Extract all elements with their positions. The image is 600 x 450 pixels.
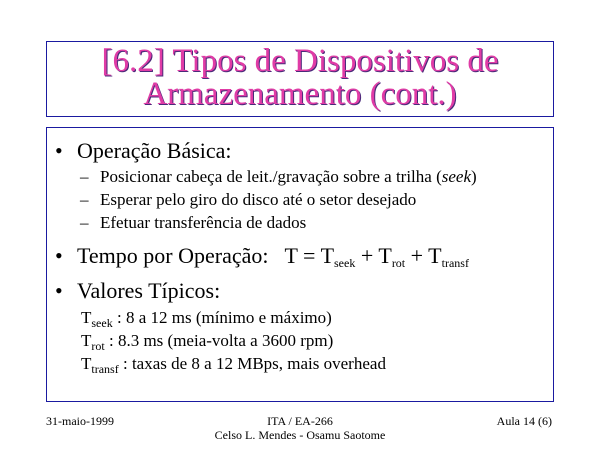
formula-ttransf: T: [428, 243, 442, 268]
value-t: T: [81, 354, 92, 373]
time-formula: [285, 243, 469, 268]
dash-icon: –: [80, 167, 89, 186]
bullet-dot-icon: •: [55, 278, 63, 303]
value-sub: seek: [91, 316, 113, 330]
sub-item-efetuar: [80, 213, 306, 233]
sub-item-text: Efetuar transferência de dados: [100, 213, 307, 232]
slide-title-line-2: Armazenamento (cont.): [143, 76, 457, 112]
bullet-operacao-basica: [55, 138, 232, 164]
sub-item-text: Esperar pelo giro do disco até o setor desejado: [100, 190, 417, 209]
bullet-dot-icon: •: [55, 138, 63, 163]
slide-title-box: [46, 41, 554, 117]
bullet-tempo-por-operacao: [55, 243, 469, 269]
formula-plus: +: [405, 243, 429, 268]
bullet-dot-icon: •: [55, 243, 63, 268]
value-trot: [81, 331, 333, 351]
dash-icon: –: [80, 190, 89, 209]
sub-item-text-post: ): [471, 167, 477, 186]
value-text: : 8.3 ms (meia-volta a 3600 rpm): [104, 331, 334, 350]
value-sub: rot: [91, 339, 105, 353]
footer-lesson: Aula 14 (6): [496, 414, 552, 428]
slide-content-box: [46, 127, 554, 402]
formula-rot-sub: rot: [391, 256, 406, 270]
formula-transf-sub: transf: [441, 256, 469, 270]
footer-center: [215, 414, 386, 442]
formula-seek-sub: seek: [334, 256, 356, 270]
footer-date: 31-maio-1999: [46, 414, 114, 428]
bullet-label: Valores Típicos:: [77, 278, 221, 303]
value-t: T: [81, 308, 92, 327]
sub-item-text-em: seek: [441, 167, 471, 186]
footer-authors: Celso L. Mendes - Osamu Saotome: [214, 428, 386, 442]
value-text: : 8 a 12 ms (mínimo e máximo): [112, 308, 332, 327]
formula-eq: =: [297, 243, 321, 268]
value-ttransf: [81, 354, 386, 374]
formula-t: T: [284, 243, 298, 268]
formula-trot: T: [378, 243, 392, 268]
formula-tseek: T: [320, 243, 335, 268]
value-text: : taxas de 8 a 12 MBps, mais overhead: [118, 354, 386, 373]
sub-item-esperar: [80, 190, 416, 210]
value-tseek: [81, 308, 332, 328]
sub-item-posicionar: [80, 167, 477, 187]
slide-title-line-1: [6.2] Tipos de Dispositivos de: [101, 43, 499, 79]
value-t: T: [81, 331, 92, 350]
sub-item-text-pre: Posicionar cabeça de leit./gravação sobre a trilha (: [100, 167, 442, 186]
footer-course: ITA / EA-266: [267, 414, 333, 428]
formula-plus: +: [355, 243, 379, 268]
value-sub: transf: [91, 362, 119, 376]
bullet-label: Tempo por Operação:: [77, 243, 269, 268]
bullet-label: Operação Básica:: [77, 138, 232, 163]
dash-icon: –: [80, 213, 89, 232]
bullet-valores-tipicos: [55, 278, 220, 304]
